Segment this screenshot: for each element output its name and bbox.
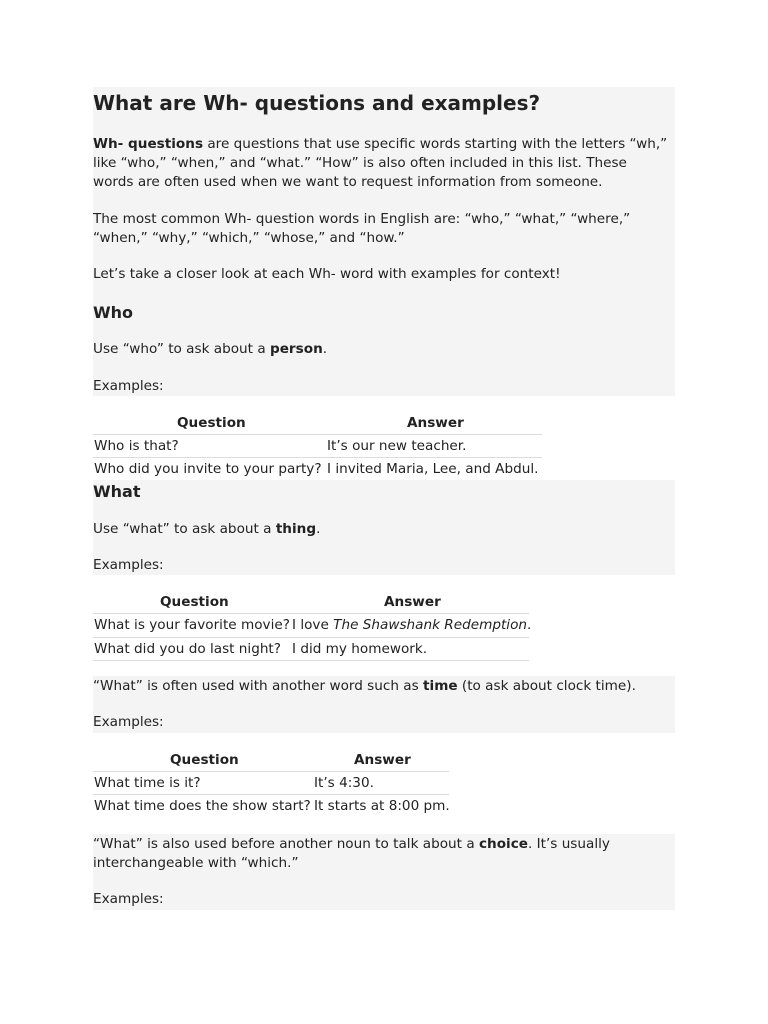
who-table-divider bbox=[93, 434, 542, 435]
what-usage bbox=[93, 520, 320, 539]
what-usage-keyword: thing bbox=[275, 521, 317, 537]
table-cell: It’s our new teacher. bbox=[327, 438, 467, 454]
table-cell bbox=[292, 616, 531, 635]
who-usage-text: Use “who” to ask about a bbox=[93, 341, 270, 357]
what-choice-keyword: choice bbox=[478, 836, 528, 852]
what-choice-text-end: . It’s usually interchangeable with “which.” bbox=[93, 836, 610, 871]
what-examples-label: Examples: bbox=[93, 557, 164, 573]
intro-paragraph-1 bbox=[93, 135, 668, 192]
table-cell: What did you do last night? bbox=[94, 641, 281, 657]
what-table-divider bbox=[93, 613, 529, 614]
what-usage-text: Use “what” to ask about a bbox=[93, 521, 276, 537]
intro-paragraph-3: Let’s take a closer look at each Wh- word with examples for context! bbox=[93, 266, 561, 282]
who-table-header-answer: Answer bbox=[407, 415, 464, 431]
who-heading: Who bbox=[93, 303, 134, 322]
what-choice-text-start: “What” is also used before another noun to talk about a bbox=[93, 836, 479, 852]
who-usage-keyword: person bbox=[269, 341, 323, 357]
movie-title: The Shawshank Redemption bbox=[333, 617, 527, 633]
what-time-text-start: “What” is often used with another word such as bbox=[93, 678, 424, 694]
what-time-table-divider bbox=[93, 794, 449, 795]
what-time-examples-label: Examples: bbox=[93, 714, 164, 730]
what-heading: What bbox=[93, 482, 141, 501]
intro-paragraph-2: The most common Wh- question words in English are: “who,” “what,” “where,” “when,” “why,” “which,” “whose,” and “how.” bbox=[93, 211, 631, 246]
intro-term: Wh- questions bbox=[93, 136, 204, 152]
intro-definition: are questions that use specific words starting with the letters “wh,” like “who,” “when,” and “what.” “How” is also often included in this list. These words are often used when we want to request information from someone. bbox=[93, 136, 668, 190]
what-time-text-end: (to ask about clock time). bbox=[457, 678, 636, 694]
who-usage-end: . bbox=[322, 341, 328, 357]
who-table-header-question: Question bbox=[177, 415, 246, 431]
what-table-header-answer: Answer bbox=[384, 594, 441, 610]
what-time-keyword: time bbox=[423, 678, 458, 694]
table-cell: What is your favorite movie? bbox=[94, 617, 290, 633]
table-cell: I did my homework. bbox=[292, 641, 428, 657]
what-choice-text bbox=[93, 835, 668, 873]
table-cell: It starts at 8:00 pm. bbox=[314, 798, 450, 814]
table-cell: I invited Maria, Lee, and Abdul. bbox=[327, 461, 539, 477]
page-title: What are Wh- questions and examples? bbox=[93, 91, 541, 115]
what-time-table-header-answer: Answer bbox=[354, 752, 411, 768]
table-cell: What time is it? bbox=[94, 775, 201, 791]
what-table-divider bbox=[93, 637, 529, 638]
what-table-header-question: Question bbox=[160, 594, 229, 610]
what-usage-end: . bbox=[316, 521, 321, 537]
who-examples-label: Examples: bbox=[93, 378, 164, 394]
what-time-table-header-question: Question bbox=[170, 752, 239, 768]
what-time-table-divider bbox=[93, 771, 449, 772]
who-table-divider bbox=[93, 457, 542, 458]
answer-end: . bbox=[527, 617, 532, 633]
table-cell: What time does the show start? bbox=[94, 798, 311, 814]
table-cell: It’s 4:30. bbox=[314, 775, 374, 791]
what-time-text bbox=[93, 677, 636, 696]
what-table-divider bbox=[93, 660, 529, 661]
who-usage bbox=[93, 340, 327, 359]
table-cell: Who is that? bbox=[94, 438, 179, 454]
answer-text: I love bbox=[292, 617, 334, 633]
table-cell: Who did you invite to your party? bbox=[94, 461, 322, 477]
what-choice-examples-label: Examples: bbox=[93, 891, 164, 907]
